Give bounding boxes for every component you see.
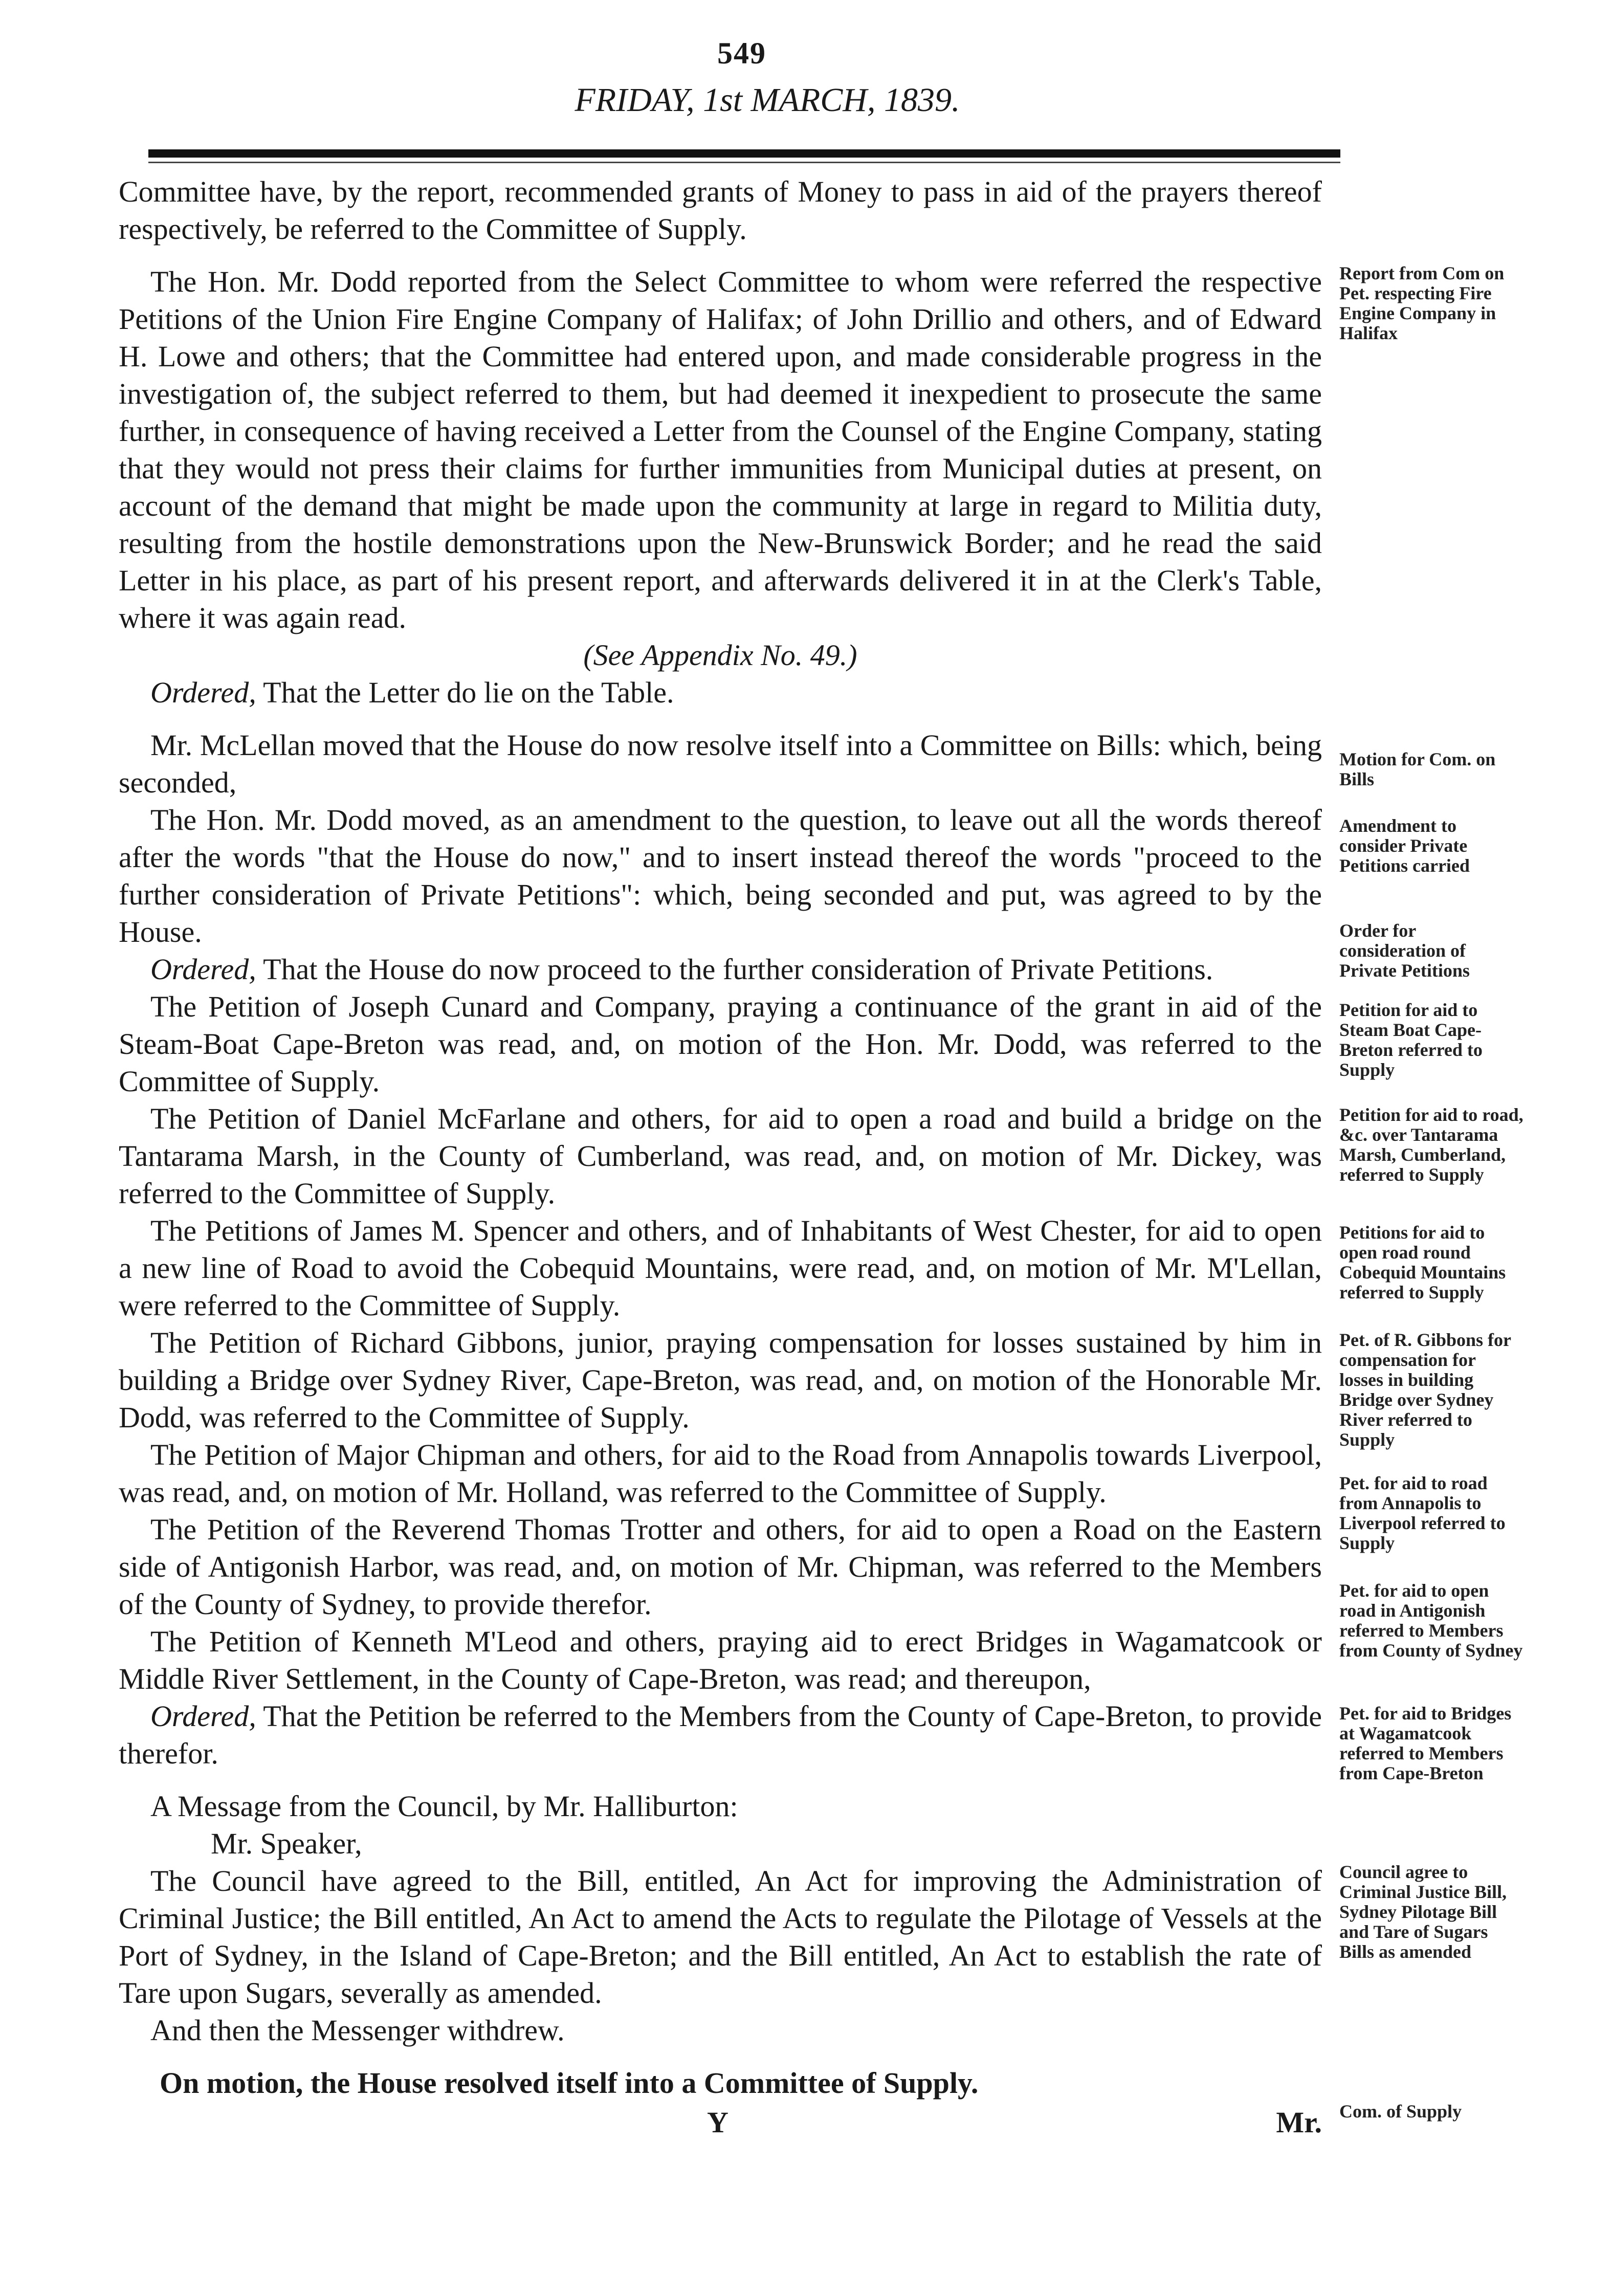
order-text: That the Letter do lie on the Table.: [263, 676, 674, 709]
header-rule-thick: [148, 149, 1340, 158]
message-salutation: Mr. Speaker,: [211, 1827, 362, 1860]
main-text-column: [119, 173, 1322, 2145]
paragraph-petition-gibbons: The Petition of Richard Gibbons, junior, praying compensation for losses sustained by him in building a Bridge over Sydney River, Cape-Breton, was read, and, on motion of the Honorable Mr. Dodd, was referred to the Committee of Supply.: [119, 1326, 1322, 1434]
order-letter-on-table: [119, 674, 1322, 711]
paragraph-petition-spencer: The Petitions of James M. Spencer and others, and of Inhabitants of West Chester, for aid to open a new line of Road to avoid the Cobequid Mountains, were read, and, on motion of Mr. M'Lellan, were referred to the Committee of Supply.: [119, 1214, 1322, 1322]
order-text: That the Petition be referred to the Members from the County of Cape-Breton, to provide therefor.: [119, 1699, 1322, 1770]
sidenote-steam-boat: Petition for aid to Steam Boat Cape-Breton referred to Supply: [1339, 1000, 1483, 1080]
paragraph-petition-mcfarlane: The Petition of Daniel McFarlane and others, for aid to open a road and build a bridge on the Tantarama Marsh, in the County of Cumberland, was read, and, on motion of Mr. Dickey, was referred to the Committee of Supply.: [119, 1102, 1322, 1210]
paragraph-amendment: The Hon. Mr. Dodd moved, as an amendment to the question, to leave out all the words thereof after the words "that the House do now," and to insert instead thereof the words "proceed to the further consideration of Private Petitions": which, being seconded and put, was agreed to by the House.: [119, 803, 1322, 948]
sidenote-order-private-petitions: Order for consideration of Private Petitions: [1339, 920, 1470, 981]
order-cape-breton-members: [119, 1697, 1322, 1772]
sidenote-council-agree: Council agree to Criminal Justice Bill, Sydney Pilotage Bill and Tare of Sugars Bills as amended: [1339, 1862, 1507, 1962]
sidenote-tantarama: Petition for aid to road, &c. over Tantarama Marsh, Cumberland, referred to Supply: [1339, 1105, 1523, 1185]
date-heading: FRIDAY, 1st MARCH, 1839.: [575, 81, 960, 119]
appendix-reference: (See Appendix No. 49.): [583, 638, 857, 672]
paragraph-continued: Committee have, by the report, recommended grants of Money to pass in aid of the prayers thereof respectively, be referred to the Committee of Supply.: [119, 175, 1322, 246]
catchword: Mr.: [1276, 2106, 1322, 2139]
paragraph-report-fire-engine: The Hon. Mr. Dodd reported from the Select Committee to whom were referred the respective Petitions of the Union Fire Engine Company of Halifax; of John Drillio and others, and of Edward H. Lowe and others; that the Committee had entered upon, and made considerable progress in the investigation of, the subject referred to them, but had deemed it inexpedient to prosecute the same further, in consequence of having received a Letter from the Counsel of the Engine Company, stating that they would not press their claims for further immunities from Municipal duties at present, on account of the demand that might be made upon the community at large in regard to Militia duty, resulting from the hostile demonstrations upon the New-Brunswick Border; and he read the said Letter in his place, as part of his present report, and afterwards delivered it in at the Clerk's Table, where it was again read.: [119, 265, 1322, 634]
sidenote-annapolis: Pet. for aid to road from Annapolis to Liverpool referred to Supply: [1339, 1473, 1506, 1553]
paragraph-petition-cunard: The Petition of Joseph Cunard and Company, praying a continuance of the grant in aid of the Steam-Boat Cape-Breton was read, and, on motion of the Hon. Mr. Dodd, was referred to the Committee of Supply.: [119, 990, 1322, 1098]
page-footer-line: [119, 2104, 1322, 2145]
sidenote-cobequid: Petitions for aid to open road round Cobequid Mountains referred to Supply: [1339, 1222, 1506, 1302]
header-rule-thin: [148, 162, 1340, 163]
ordered-label: Ordered,: [150, 953, 256, 986]
sidenote-fire-engine-report: Report from Com on Pet. respecting Fire Engine Company in Halifax: [1339, 263, 1505, 343]
paragraph-council-bills: The Council have agreed to the Bill, entitled, An Act for improving the Administration of Criminal Justice; the Bill entitled, An Act to amend the Acts to regulate the Pilotage of Vessels at the Port of Sydney, in the Island of Cape-Breton; and the Bill entitled, An Act to establish the rate of Tare upon Sugars, severally as amended.: [119, 1864, 1322, 2010]
sidenote-gibbons: Pet. of R. Gibbons for compensation for losses in building Bridge over Sydney River referred to Supply: [1339, 1330, 1511, 1450]
sidenote-motion-committee-bills: Motion for Com. on Bills: [1339, 749, 1496, 789]
ordered-label: Ordered,: [150, 676, 256, 709]
order-private-petitions: [119, 951, 1322, 988]
sidenote-committee-supply: Com. of Supply: [1339, 2101, 1462, 2122]
sidenote-wagamatcook: Pet. for aid to Bridges at Wagamatcook referred to Members from Cape-Breton: [1339, 1703, 1512, 1783]
paragraph-petition-mcleod: The Petition of Kenneth M'Leod and others, praying aid to erect Bridges in Wagamatcook or Middle River Settlement, in the County of Cape-Breton, was read; and thereupon,: [119, 1625, 1322, 1695]
ordered-label: Ordered,: [150, 1699, 256, 1733]
page-number: 549: [717, 36, 766, 70]
sidenote-antigonish: Pet. for aid to open road in Antigonish referred to Members from County of Sydney: [1339, 1580, 1523, 1661]
signature-mark: Y: [707, 2106, 728, 2139]
paragraph-petition-trotter: The Petition of the Reverend Thomas Trotter and others, for aid to open a Road on the Eastern side of Antigonish Harbor, was read, and, on motion of Mr. Chipman, was referred to the Members of the County of Sydney, to provide therefor.: [119, 1513, 1322, 1621]
order-text: That the House do now proceed to the further consideration of Private Petitions.: [263, 953, 1213, 986]
paragraph-council-message: A Message from the Council, by Mr. Halliburton:: [150, 1790, 738, 1823]
paragraph-motion-committee-bills: Mr. McLellan moved that the House do now resolve itself into a Committee on Bills: which, being seconded,: [119, 728, 1322, 799]
sidenote-amendment: Amendment to consider Private Petitions carried: [1339, 815, 1470, 876]
paragraph-committee-supply: On motion, the House resolved itself into a Committee of Supply.: [160, 2066, 979, 2100]
paragraph-messenger-withdrew: And then the Messenger withdrew.: [150, 2014, 565, 2047]
paragraph-petition-chipman: The Petition of Major Chipman and others, for aid to the Road from Annapolis towards Liverpool, was read, and, on motion of Mr. Holland, was referred to the Committee of Supply.: [119, 1438, 1322, 1509]
